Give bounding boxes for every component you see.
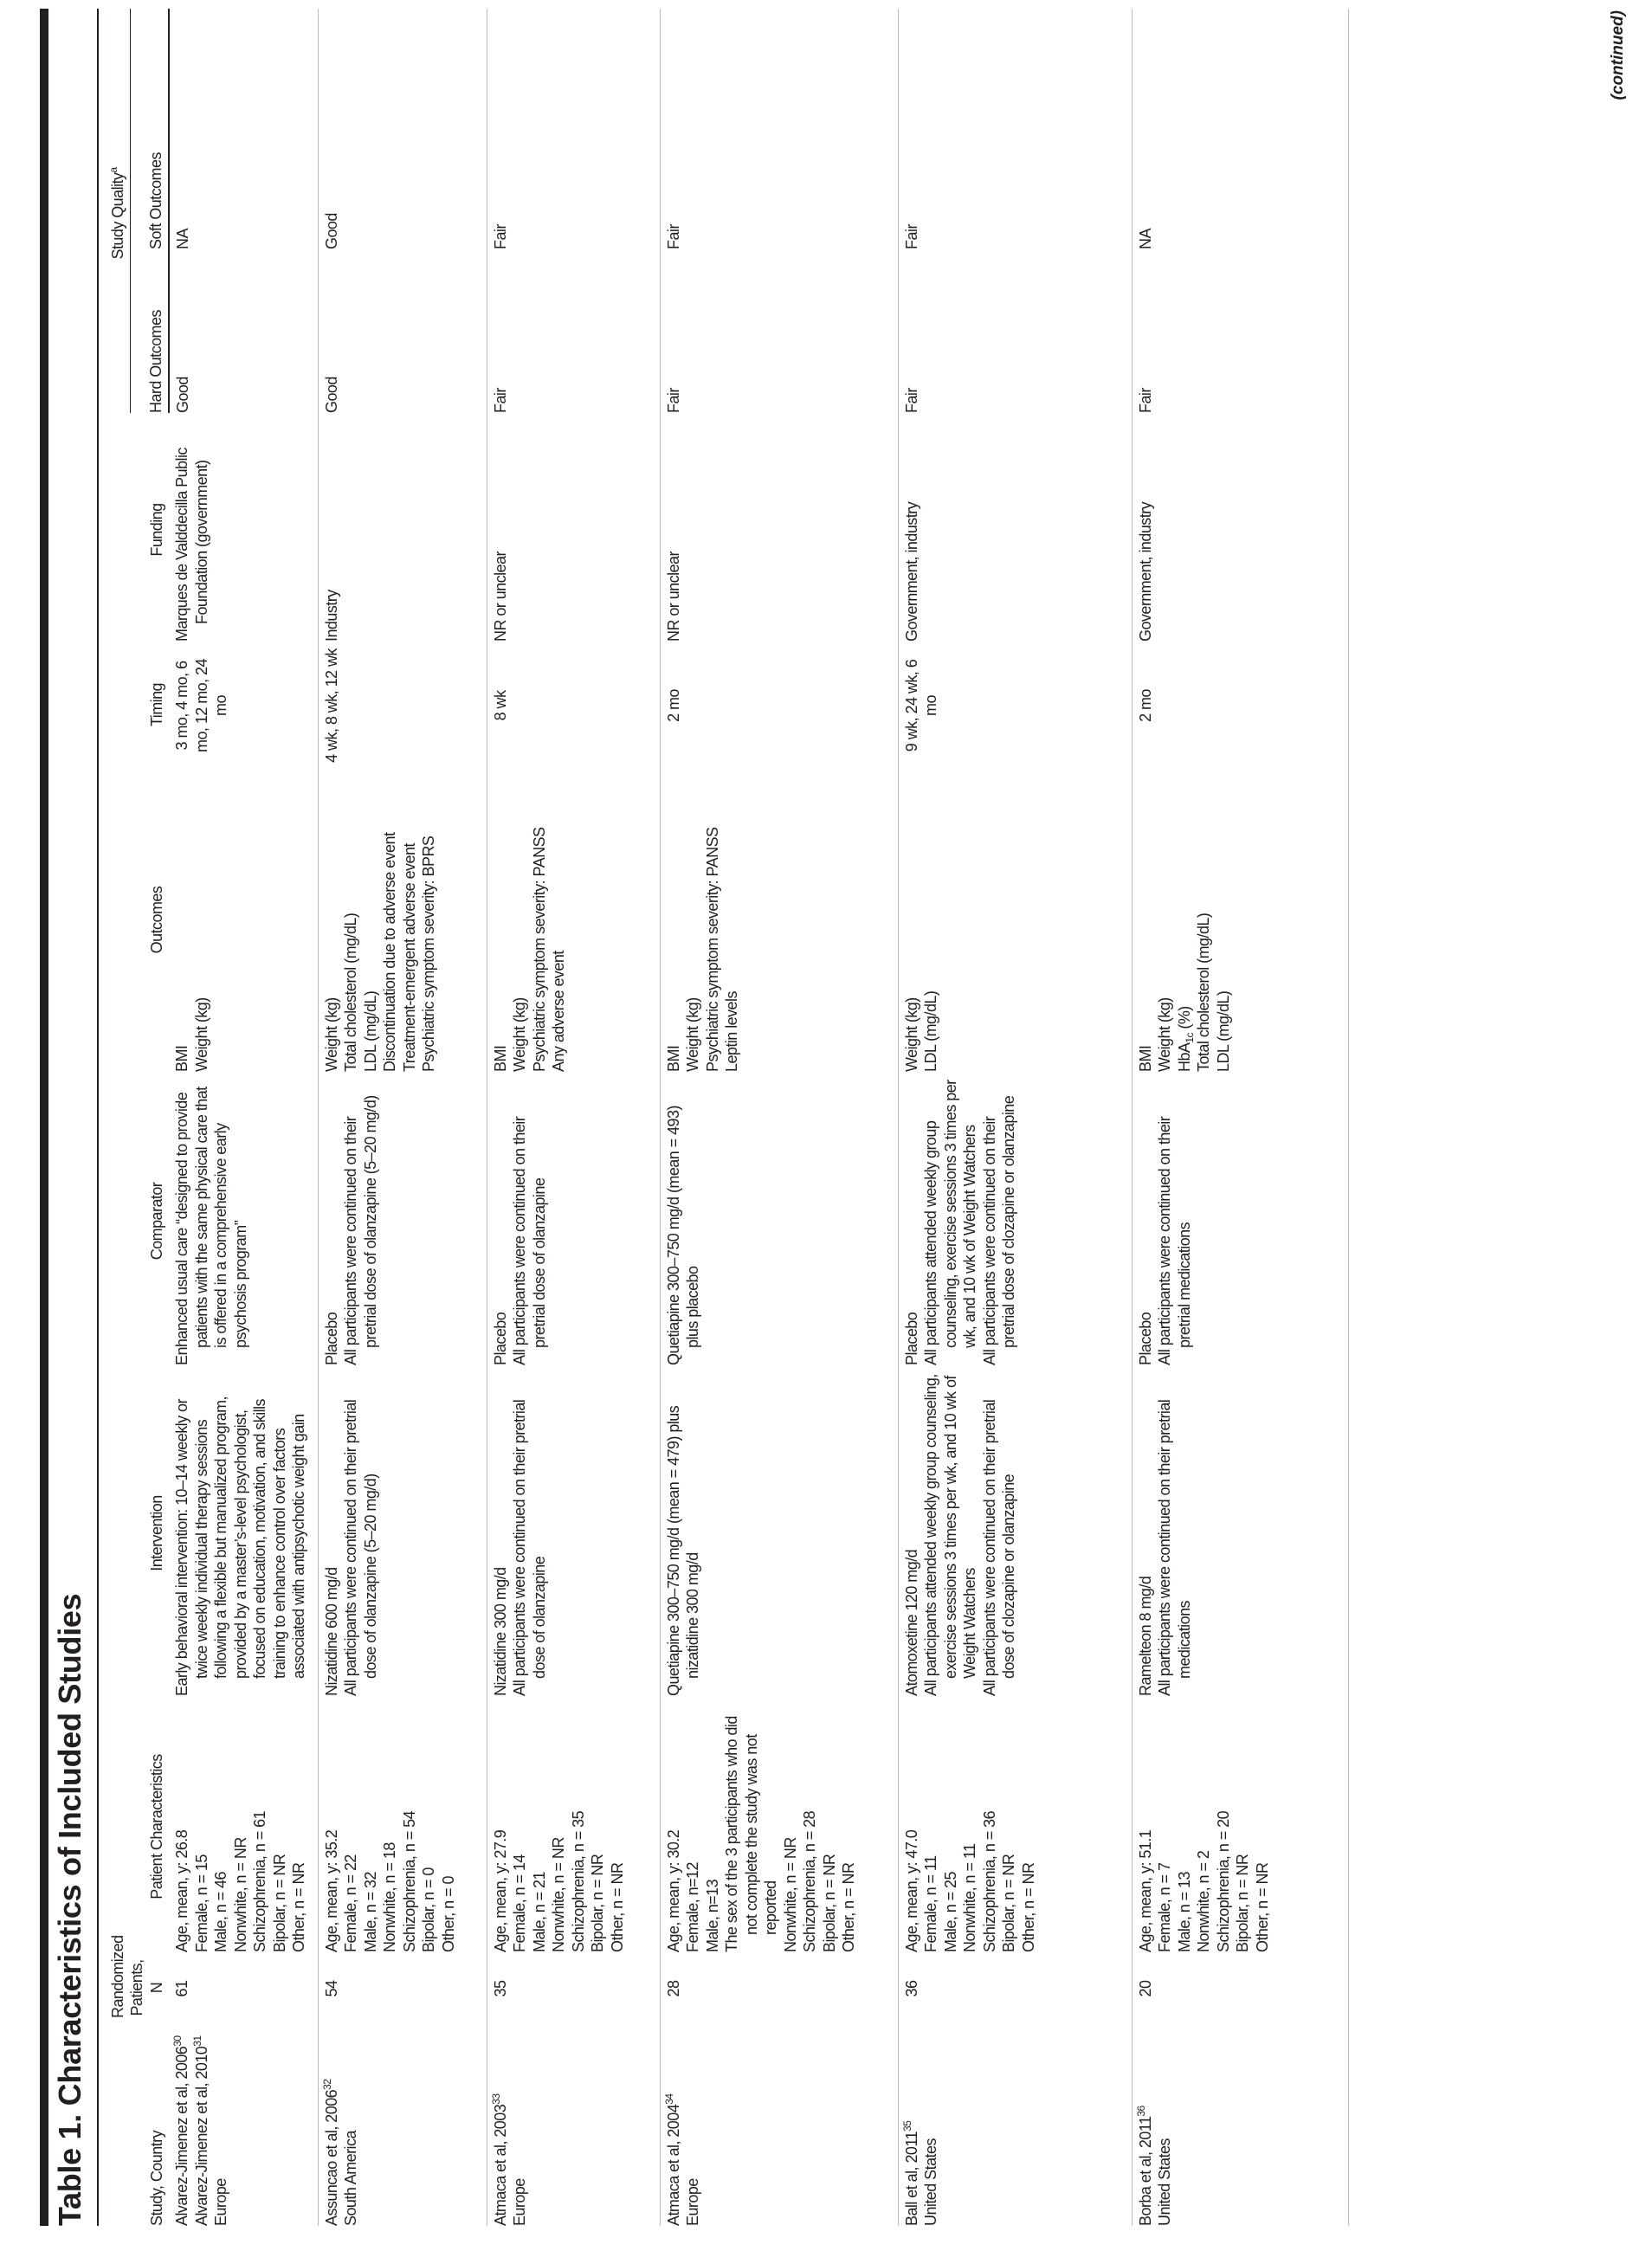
reference-number: 32 — [320, 2079, 333, 2090]
table-row — [660, 9, 898, 2226]
cell-study — [487, 2018, 660, 2226]
cell-line: Female, n=12 — [684, 1862, 701, 1952]
cell-line: Leptin levels — [723, 991, 740, 1072]
cell-soft — [487, 9, 660, 249]
cell-line: Quetiapine 300–750 mg/d (mean = 479) plus nizatidine 300 mg/d — [664, 1405, 701, 1696]
cell-line: Male, n = 46 — [212, 1872, 229, 1952]
cell-line: LDL (mg/dL) — [361, 990, 379, 1072]
cell-intervention — [487, 1365, 660, 1696]
table-row — [1132, 9, 1348, 2226]
cell-text: HbA — [1175, 1042, 1193, 1072]
cell-line: Bipolar, n = NR — [270, 1854, 288, 1952]
cell-value: Fair — [902, 388, 920, 413]
cell-value: 4 wk, 8 wk, 12 wk — [322, 648, 340, 763]
cell-line — [1175, 770, 1195, 1072]
cell-value: Fair — [902, 224, 920, 249]
header-patient-characteristics: Patient Characteristics — [147, 1754, 165, 1899]
cell-intervention — [318, 1365, 487, 1696]
cell-line: Nonwhite, n = 2 — [1195, 1850, 1212, 1952]
cell-line: Nonwhite, n = NR — [231, 1837, 249, 1952]
cell-line: Other, n = 0 — [439, 1876, 457, 1952]
cell-soft — [169, 9, 318, 249]
cell-outcomes — [660, 763, 898, 1072]
cell-line: All participants were continued on their pretrial dose of olanzapine (5–20 mg/d) — [342, 1399, 379, 1696]
cell-line: All participants attended weekly group counseling, exercise sessions 3 times per wk, and 10 wk of Weight Watchers — [922, 1374, 978, 1696]
table-body — [169, 9, 1348, 2226]
reference-number: 31 — [190, 2035, 203, 2047]
cell-line: Europe — [684, 2178, 701, 2226]
cell-patient — [169, 1696, 318, 1952]
cell-funding — [660, 413, 898, 642]
cell-outcomes — [318, 763, 487, 1072]
cell-line: Bipolar, n = NR — [820, 1854, 838, 1952]
cell-value: Fair — [664, 388, 682, 413]
table-row — [318, 9, 487, 2226]
cell-value: 28 — [664, 1980, 682, 1997]
cell-line: Nonwhite, n = NR — [550, 1837, 567, 1952]
cell-line: BMI — [491, 1045, 509, 1072]
cell-line: All participants were continued on their pretrial medications — [1156, 1399, 1193, 1696]
footnote-marker: a — [107, 167, 119, 173]
cell-n — [318, 1952, 487, 2018]
cell-patient — [318, 1696, 487, 1952]
cell-timing — [487, 642, 660, 763]
table-row — [898, 9, 1132, 2226]
cell-value: Good — [174, 377, 191, 413]
cell-intervention — [898, 1365, 1132, 1696]
cell-line: Psychiatric symptom severity: BPRS — [420, 835, 437, 1072]
cell-value: 54 — [322, 1980, 340, 1997]
cell-study — [169, 2018, 318, 2226]
cell-line — [491, 2025, 511, 2226]
cell-n — [1132, 1952, 1348, 2018]
cell-line: Enhanced usual care “designed to provide patients with the same physical care that is offered in a comprehensive early psychosis program” — [173, 1087, 249, 1365]
table-title: Table 1. Characteristics of Included Studies — [52, 1593, 87, 2226]
cell-funding — [487, 413, 660, 642]
cell-value: 35 — [491, 1980, 509, 1997]
cell-line: Male, n = 13 — [1175, 1872, 1193, 1952]
cell-line: Marques de Valddecilla Public Foundation (government) — [173, 448, 210, 642]
cell-line: Nizatidine 600 mg/d — [322, 1567, 340, 1696]
cell-line: Government, industry — [902, 501, 920, 642]
cell-comparator — [660, 1072, 898, 1365]
cell-line: Schizophrenia, n = 36 — [980, 1810, 998, 1952]
cell-line: Other, n = NR — [608, 1862, 626, 1952]
cell-outcomes — [487, 763, 660, 1072]
cell-line: Nonwhite, n = 18 — [381, 1842, 398, 1952]
cell-line: All participants were continued on their pretrial dose of olanzapine (5–20 mg/d) — [342, 1095, 379, 1365]
cell-comparator — [1132, 1072, 1348, 1365]
cell-line: Weight (kg) — [1156, 997, 1173, 1072]
header-randomized-n: Randomized Patients, N — [108, 1935, 165, 2018]
cell-outcomes — [169, 763, 318, 1072]
cell-funding — [169, 413, 318, 642]
cell-line — [1136, 2025, 1156, 2226]
cell-line: Treatment-emergent adverse event — [400, 843, 418, 1072]
cell-soft — [1132, 9, 1348, 249]
cell-line: Female, n = 7 — [1156, 1862, 1173, 1952]
cell-line: Industry — [322, 590, 340, 642]
cell-value: 36 — [902, 1980, 920, 1997]
cell-line: Weight (kg) — [192, 997, 210, 1072]
cell-line: Weight (kg) — [322, 997, 340, 1072]
cell-hard — [318, 249, 487, 413]
reference-number: 33 — [489, 2093, 502, 2105]
cell-hard — [169, 249, 318, 413]
cell-value: Good — [322, 213, 340, 249]
cell-value: 2 mo — [1136, 689, 1154, 722]
cell-line: Schizophrenia, n = 28 — [801, 1810, 818, 1952]
cell-text: (%) — [1175, 1006, 1193, 1034]
cell-value: Good — [322, 377, 340, 413]
header-study-quality — [102, 9, 130, 413]
cell-intervention — [169, 1365, 318, 1696]
cell-intervention — [1132, 1365, 1348, 1696]
cell-text: Borba et al, 2011 — [1136, 2116, 1154, 2226]
header-comparator: Comparator — [147, 1182, 165, 1261]
table-row — [487, 9, 660, 2226]
study-quality-label: Study Quality — [109, 172, 126, 260]
cell-n — [898, 1952, 1132, 2018]
cell-line — [322, 2025, 342, 2226]
cell-line: Schizophrenia, n = 54 — [400, 1810, 418, 1952]
cell-timing — [1132, 642, 1348, 763]
cell-line: Early behavioral intervention: 10–14 weekly or twice weekly individual therapy sessions following a flexible but manualized program, provided by a master’s-level psychologist, focused on education, motivation, and skills training to enhance control over factors associated with antipsychotic weight gain — [173, 1396, 307, 1696]
cell-hard — [898, 249, 1132, 413]
cell-line — [192, 2025, 212, 2226]
cell-timing — [318, 642, 487, 763]
cell-n — [660, 1952, 898, 2018]
cell-line: Bipolar, n = NR — [589, 1854, 606, 1952]
cell-line: Age, mean, y: 26.8 — [173, 1829, 190, 1952]
cell-outcomes — [1132, 763, 1348, 1072]
cell-line: BMI — [1136, 1045, 1154, 1072]
header-timing: Timing — [147, 682, 165, 727]
cell-line: All participants were continued on their pretrial medications — [1156, 1116, 1193, 1365]
cell-line: Placebo — [902, 1312, 920, 1365]
cell-line: Bipolar, n = 0 — [420, 1867, 437, 1952]
cell-line: Nonwhite, n = 11 — [961, 1843, 978, 1952]
header-study: Study, Country — [147, 2130, 165, 2226]
subscript: 1c — [1183, 1033, 1196, 1043]
header-hard-outcomes: Hard Outcomes — [130, 249, 169, 413]
cell-line: Ramelteon 8 mg/d — [1136, 1576, 1154, 1696]
cell-soft — [318, 9, 487, 249]
cell-value: 3 mo, 4 mo, 6 mo, 12 mo, 24 mo — [173, 659, 229, 752]
cell-funding — [898, 413, 1132, 642]
cell-text: Ball et al, 2011 — [902, 2132, 920, 2226]
cell-line: Bipolar, n = NR — [1234, 1854, 1251, 1952]
cell-line: Other, n = NR — [290, 1862, 307, 1952]
cell-line: Total cholesterol (mg/dL) — [342, 913, 359, 1072]
cell-text: Assuncao et al, 2006 — [322, 2089, 340, 2226]
cell-line: All participants were continued on their pretrial dose of olanzapine — [511, 1399, 548, 1696]
cell-value: NA — [174, 229, 191, 249]
cell-line: Age, mean, y: 47.0 — [902, 1829, 920, 1952]
cell-line: Total cholesterol (mg/dL) — [1195, 913, 1212, 1072]
cell-soft — [898, 9, 1132, 249]
header-intervention: Intervention — [147, 1495, 165, 1571]
reference-number: 34 — [662, 2093, 675, 2105]
cell-line: Placebo — [322, 1312, 340, 1365]
cell-line: NR or unclear — [491, 551, 509, 642]
cell-timing — [660, 642, 898, 763]
cell-line: Europe — [212, 2178, 229, 2226]
cell-study — [1132, 2018, 1348, 2226]
cell-value: Fair — [491, 224, 509, 249]
header-soft-outcomes: Soft Outcomes — [130, 9, 169, 249]
cell-line: Age, mean, y: 27.9 — [491, 1829, 509, 1952]
cell-line: Male, n = 25 — [941, 1872, 959, 1952]
characteristics-table — [102, 9, 1349, 2226]
cell-line: Male, n = 21 — [530, 1872, 548, 1952]
cell-study — [660, 2018, 898, 2226]
cell-line: Weight (kg) — [684, 997, 701, 1072]
cell-line: LDL (mg/dL) — [1214, 990, 1232, 1072]
cell-line: Female, n = 11 — [922, 1855, 939, 1952]
cell-line: Quetiapine 300–750 mg/d (mean = 493) plus placebo — [664, 1106, 701, 1365]
cell-line: All participants were continued on their pretrial dose of clozapine or olanzapine — [980, 1399, 1017, 1696]
cell-comparator — [318, 1072, 487, 1365]
cell-line: South America — [342, 2131, 359, 2226]
reference-number: 36 — [1134, 2106, 1147, 2117]
cell-line: Schizophrenia, n = 61 — [251, 1810, 268, 1952]
cell-study — [898, 2018, 1132, 2226]
cell-line — [902, 2025, 922, 2226]
cell-line: Atomoxetine 120 mg/d — [902, 1549, 920, 1696]
cell-line: Nizatidine 300 mg/d — [491, 1567, 509, 1696]
cell-line — [664, 2025, 684, 2226]
cell-patient — [487, 1696, 660, 1952]
cell-line: Bipolar, n = NR — [1000, 1854, 1017, 1952]
cell-comparator — [898, 1072, 1132, 1365]
cell-line: LDL (mg/dL) — [922, 990, 939, 1072]
cell-line: Government, industry — [1136, 501, 1154, 642]
cell-patient — [660, 1696, 898, 1952]
cell-line: Placebo — [1136, 1312, 1154, 1365]
cell-n — [487, 1952, 660, 2018]
cell-comparator — [487, 1072, 660, 1365]
cell-line: NR or unclear — [664, 551, 682, 642]
cell-patient — [1132, 1696, 1348, 1952]
cell-value: 61 — [173, 1980, 190, 1997]
cell-line: The sex of the 3 participants who did not complete the study was not reported — [723, 1716, 779, 1952]
cell-value: 20 — [1136, 1980, 1154, 1997]
cell-line: Discontinuation due to adverse event — [381, 832, 398, 1072]
cell-n — [169, 1952, 318, 2018]
cell-text: Atmaca et al, 2003 — [491, 2104, 509, 2226]
cell-comparator — [169, 1072, 318, 1365]
title-rule — [97, 9, 99, 2226]
cell-outcomes — [898, 763, 1132, 1072]
cell-hard — [487, 249, 660, 413]
header-funding: Funding — [147, 503, 165, 557]
cell-value: NA — [1136, 229, 1154, 249]
cell-line: Schizophrenia, n = 20 — [1214, 1810, 1232, 1952]
cell-text: Alvarez-Jimenez et al, 2010 — [192, 2046, 210, 2226]
cell-line: Other, n = NR — [840, 1862, 857, 1952]
cell-line: Nonwhite, n = NR — [781, 1837, 799, 1952]
cell-timing — [898, 642, 1132, 763]
cell-timing — [169, 642, 318, 763]
cell-line: Female, n = 15 — [192, 1854, 210, 1952]
cell-line: Female, n = 22 — [342, 1854, 359, 1952]
cell-funding — [318, 413, 487, 642]
cell-line: United States — [1156, 2138, 1173, 2226]
cell-text: Atmaca et al, 2004 — [664, 2104, 682, 2226]
cell-line: Other, n = NR — [1019, 1862, 1037, 1952]
cell-line: All participants attended weekly group counseling, exercise sessions 3 times per wk, and 10 wk of Weight Watchers — [922, 1080, 978, 1365]
header-outcomes: Outcomes — [147, 886, 165, 954]
cell-value: Fair — [491, 388, 509, 413]
cell-line — [172, 2025, 192, 2226]
cell-line: Weight (kg) — [902, 997, 920, 1072]
table-row — [169, 9, 318, 2226]
cell-line: Any adverse event — [550, 951, 567, 1072]
cell-hard — [660, 249, 898, 413]
cell-line: Age, mean, y: 51.1 — [1136, 1829, 1154, 1952]
cell-line: Age, mean, y: 30.2 — [664, 1829, 682, 1952]
cell-line: BMI — [664, 1045, 682, 1072]
cell-line: BMI — [173, 1045, 190, 1072]
cell-funding — [1132, 413, 1348, 642]
cell-line: Other, n = NR — [1253, 1862, 1271, 1952]
cell-value: 8 wk — [491, 690, 509, 721]
cell-line: Placebo — [491, 1312, 509, 1365]
cell-line: Female, n = 14 — [511, 1854, 528, 1952]
cell-line: Psychiatric symptom severity: PANSS — [530, 827, 548, 1072]
cell-line: United States — [922, 2138, 939, 2226]
reference-number: 35 — [900, 2120, 913, 2132]
cell-text: Alvarez-Jimenez et al, 2006 — [173, 2046, 190, 2226]
title-bar-rule — [40, 9, 48, 2226]
continued-note: (continued) — [1609, 10, 1627, 100]
cell-soft — [660, 9, 898, 249]
cell-patient — [898, 1696, 1132, 1952]
reference-number: 30 — [171, 2035, 184, 2047]
cell-value: 9 wk, 24 wk, 6 mo — [902, 659, 939, 752]
cell-hard — [1132, 249, 1348, 413]
cell-line: Male, n=13 — [703, 1879, 721, 1952]
cell-line: Age, mean, y: 35.2 — [322, 1829, 340, 1952]
cell-value: 2 mo — [664, 689, 682, 722]
cell-line: All participants were continued on their pretrial dose of clozapine or olanzapine — [980, 1095, 1017, 1365]
cell-line: Europe — [511, 2178, 528, 2226]
cell-value: Fair — [1136, 388, 1154, 413]
cell-line: All participants were continued on their pretrial dose of olanzapine — [511, 1116, 548, 1365]
cell-line: Weight (kg) — [511, 997, 528, 1072]
cell-intervention — [660, 1365, 898, 1696]
cell-value: Fair — [664, 224, 682, 249]
cell-line: Psychiatric symptom severity: PANSS — [703, 827, 721, 1072]
cell-line: Male, n = 32 — [361, 1872, 379, 1952]
cell-study — [318, 2018, 487, 2226]
cell-line: Schizophrenia, n = 35 — [569, 1810, 587, 1952]
